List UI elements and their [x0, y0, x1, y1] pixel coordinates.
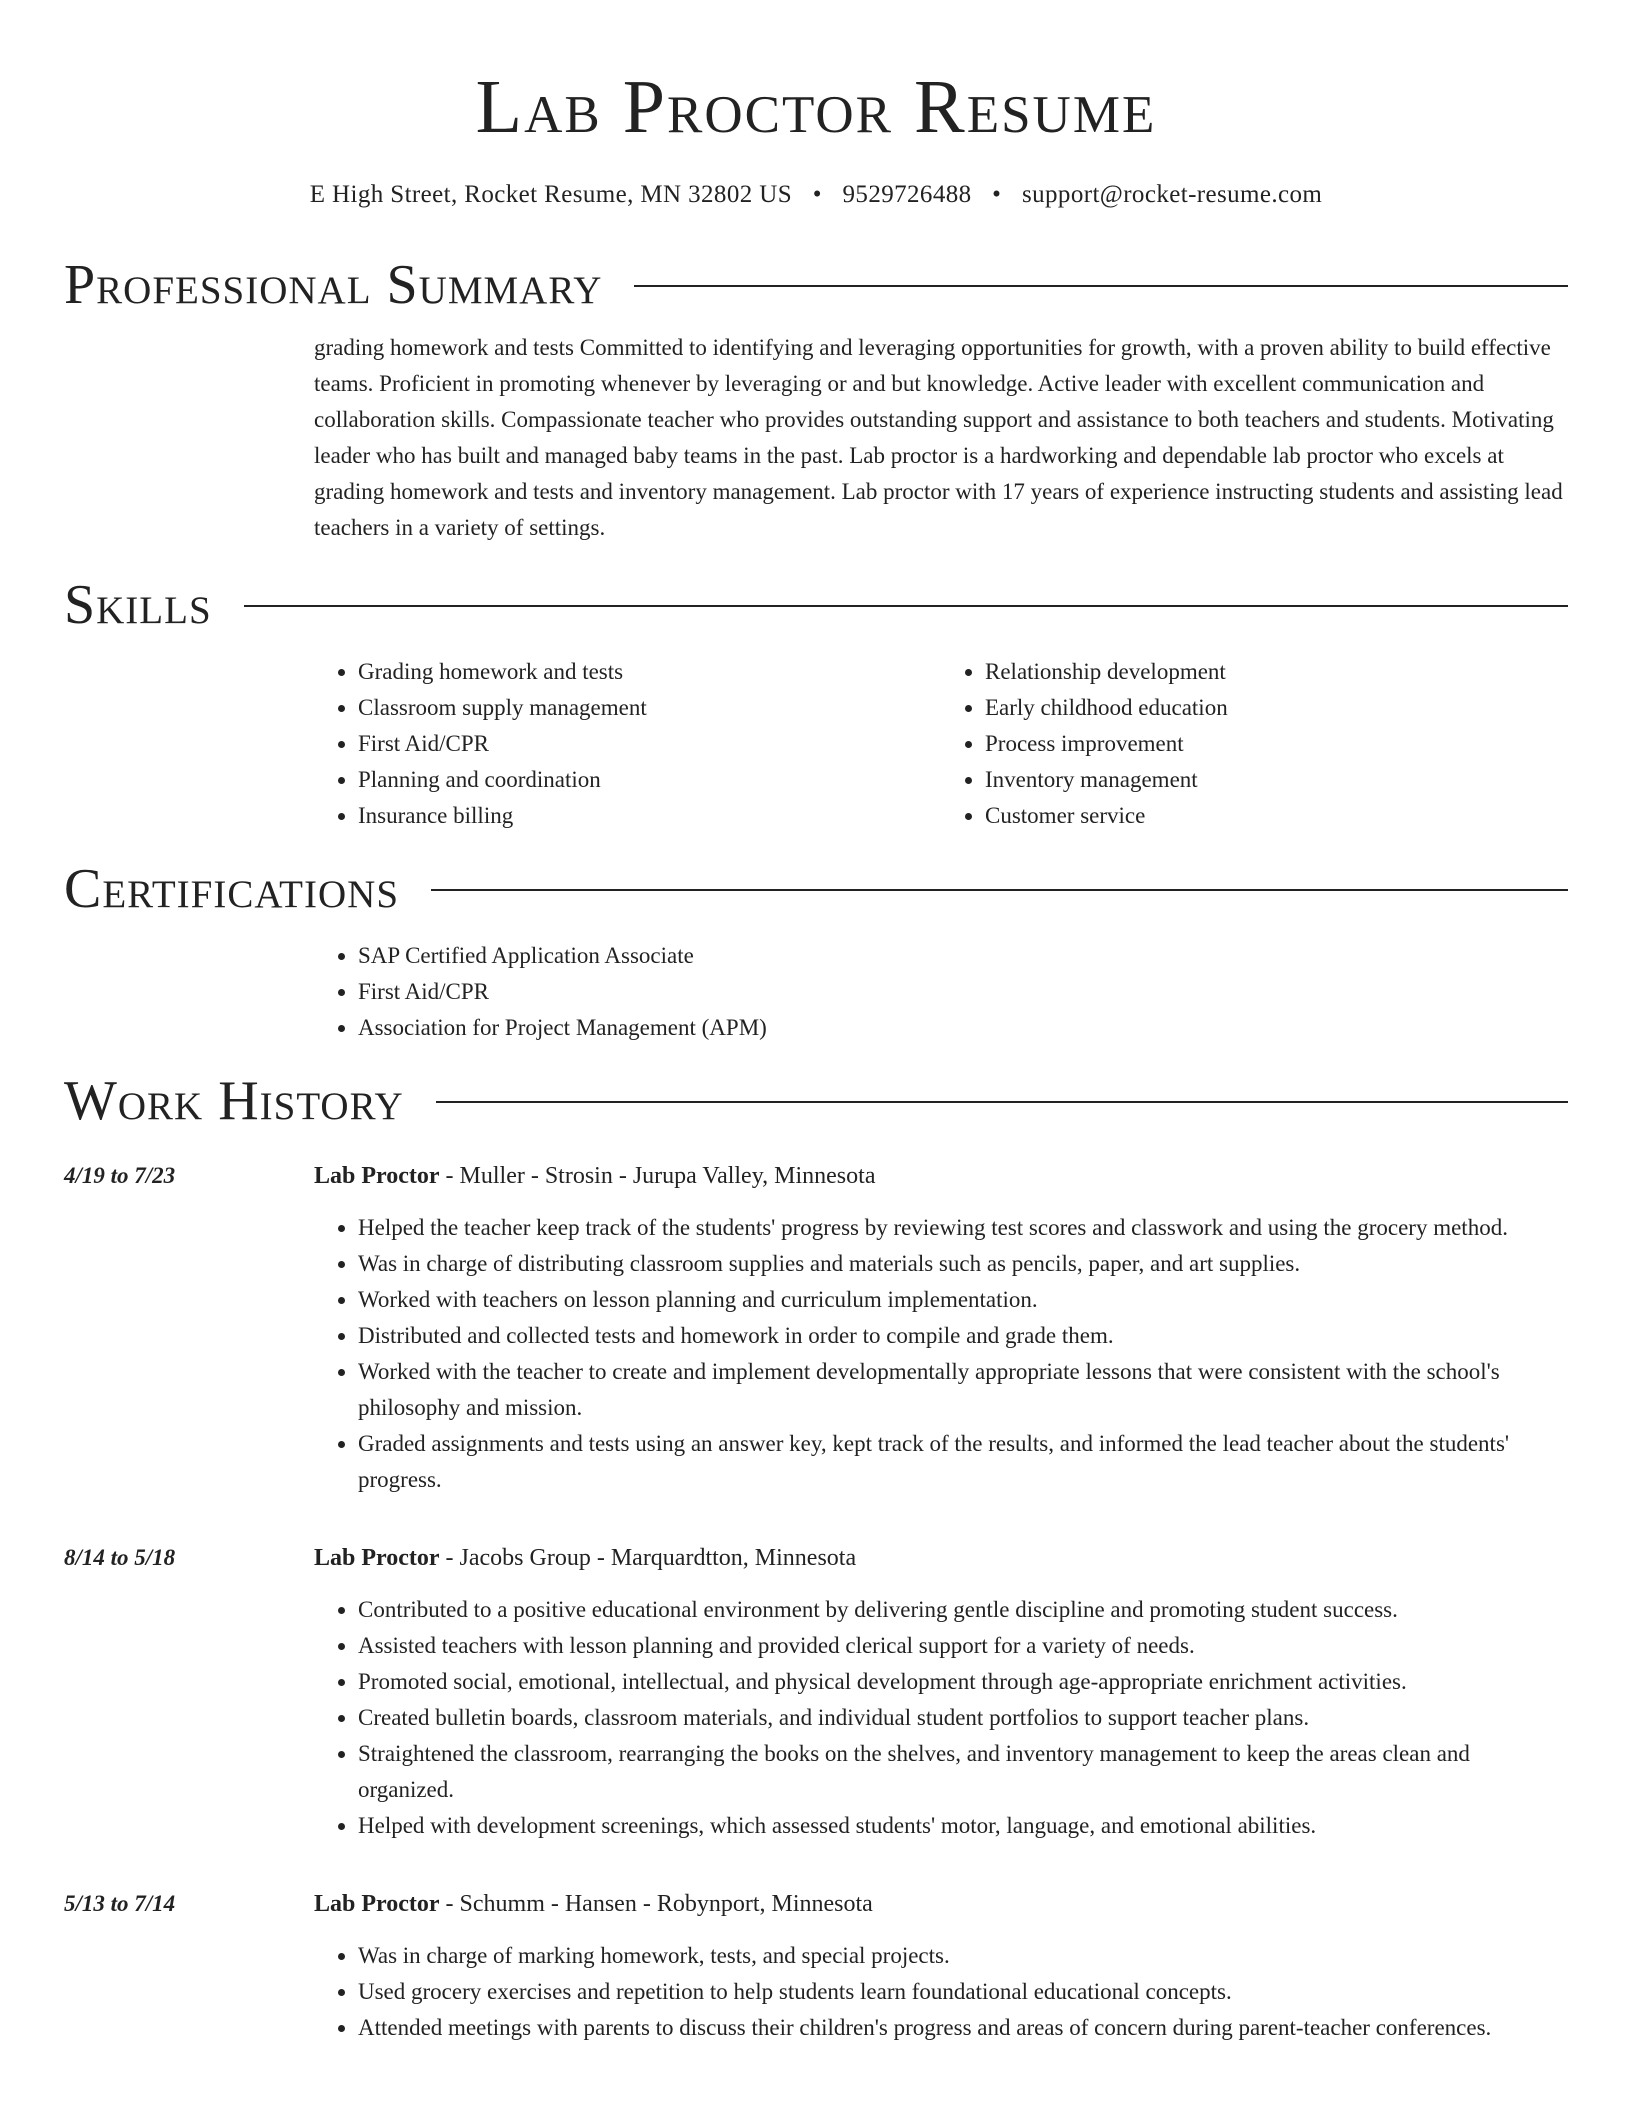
- job-title-line: [314, 1156, 1568, 1194]
- skill-item: • Planning and coordination: [358, 762, 941, 798]
- contact-phone: 9529726488: [842, 181, 972, 208]
- section-divider: [436, 1101, 1568, 1103]
- summary-text: grading homework and tests Committed to identifying and leveraging opportunities for growth, with a proven ability to build effective teams. Proficient in promoting whenever by leveraging or and but knowledge. Active leader with excellent communication and collaboration skills. Compassionate teacher who provides outstanding support and assistance to both teachers and students. Motivating leader who has built and managed baby teams in the past. Lab proctor is a hardworking and dependable lab proctor who excels at grading homework and tests and inventory management. Lab proctor with 17 years of experience instructing students and assisting lead teachers in a variety of settings.: [314, 335, 1563, 540]
- certifications-list: [314, 938, 1568, 1046]
- contact-separator: •: [812, 181, 822, 208]
- section-divider: [634, 285, 1568, 287]
- work-history-heading: Work History: [64, 1070, 404, 1132]
- certification-item: • First Aid/CPR: [358, 974, 1568, 1010]
- skills-section-header: [64, 572, 1568, 638]
- contact-separator: •: [992, 181, 1002, 208]
- job-dates: 8/14 to 5/18: [64, 1545, 176, 1570]
- job-duty: • Worked with teachers on lesson planning and curriculum implementation.: [358, 1282, 1568, 1318]
- job-duty: • Assisted teachers with lesson planning and provided clerical support for a variety of needs.: [358, 1628, 1568, 1664]
- skill-item: • First Aid/CPR: [358, 726, 941, 762]
- contact-line: [64, 178, 1568, 212]
- certification-item: • SAP Certified Application Associate: [358, 938, 1568, 974]
- job-entry: [64, 1538, 1568, 1844]
- job-role: Lab Proctor: [314, 1163, 440, 1189]
- summary-section-header: [64, 252, 1568, 318]
- skills-list-right: [941, 654, 1568, 834]
- skill-item: • Insurance billing: [358, 798, 941, 834]
- job-duty: • Used grocery exercises and repetition to help students learn foundational educational concepts.: [358, 1974, 1568, 2010]
- job-duties-list: [314, 1210, 1568, 1498]
- contact-email: support@rocket-resume.com: [1021, 181, 1323, 208]
- job-duty: • Worked with the teacher to create and implement developmentally appropriate lessons that were consistent with the school's philosophy and mission.: [358, 1354, 1568, 1426]
- job-duty: • Graded assignments and tests using an answer key, kept track of the results, and informed the lead teacher about the students' progress.: [358, 1426, 1568, 1498]
- summary-heading: Professional Summary: [64, 254, 603, 316]
- job-body: [314, 1538, 1568, 1844]
- job-company: - Muller - Strosin - Jurupa Valley, Minnesota: [439, 1163, 876, 1189]
- job-duty: • Was in charge of distributing classroom supplies and materials such as pencils, paper, and art supplies.: [358, 1246, 1568, 1282]
- job-duty: • Promoted social, emotional, intellectual, and physical development through age-appropriate enrichment activities.: [358, 1664, 1568, 1700]
- certifications-section-header: [64, 856, 1568, 922]
- section-divider: [244, 605, 1568, 607]
- work-history-section-header: [64, 1068, 1568, 1134]
- contact-address: E High Street, Rocket Resume, MN 32802 US: [309, 181, 793, 208]
- skill-item: • Classroom supply management: [358, 690, 941, 726]
- job-duty: • Helped the teacher keep track of the students' progress by reviewing test scores and classwork and using the grocery method.: [358, 1210, 1568, 1246]
- job-duty: • Distributed and collected tests and homework in order to compile and grade them.: [358, 1318, 1568, 1354]
- job-body: [314, 1156, 1568, 1498]
- job-entry: [64, 1156, 1568, 1498]
- job-duty: • Straightened the classroom, rearranging the books on the shelves, and inventory management to keep the areas clean and organized.: [358, 1736, 1568, 1808]
- skill-item: • Customer service: [985, 798, 1568, 834]
- job-duties-list: [314, 1592, 1568, 1844]
- skills-grid: [314, 654, 1568, 834]
- job-role: Lab Proctor: [314, 1891, 440, 1917]
- job-duty: • Was in charge of marking homework, tests, and special projects.: [358, 1938, 1568, 1974]
- certifications-heading: Certifications: [64, 858, 400, 920]
- certification-item: • Association for Project Management (APM): [358, 1010, 1568, 1046]
- job-dates: 4/19 to 7/23: [64, 1163, 176, 1188]
- skill-item: • Grading homework and tests: [358, 654, 941, 690]
- job-dates: 5/13 to 7/14: [64, 1891, 176, 1916]
- resume-page: [64, 0, 1568, 2046]
- job-duty: • Attended meetings with parents to discuss their children's progress and areas of concern during parent-teacher conferences.: [358, 2010, 1568, 2046]
- job-duty: • Helped with development screenings, which assessed students' motor, language, and emotional abilities.: [358, 1808, 1568, 1844]
- job-body: [314, 1884, 1568, 2046]
- skill-item: • Early childhood education: [985, 690, 1568, 726]
- job-duties-list: [314, 1938, 1568, 2046]
- skills-heading: Skills: [64, 574, 212, 636]
- section-divider: [431, 889, 1568, 891]
- job-duty: • Created bulletin boards, classroom materials, and individual student portfolios to support teacher plans.: [358, 1700, 1568, 1736]
- skill-item: • Inventory management: [985, 762, 1568, 798]
- job-company: - Jacobs Group - Marquardtton, Minnesota: [439, 1545, 857, 1571]
- resume-title: Lab Proctor Resume: [475, 65, 1157, 149]
- skill-item: • Process improvement: [985, 726, 1568, 762]
- job-duty: • Contributed to a positive educational environment by delivering gentle discipline and promoting student success.: [358, 1592, 1568, 1628]
- skills-list-left: [314, 654, 941, 834]
- job-role: Lab Proctor: [314, 1545, 440, 1571]
- job-title-line: [314, 1538, 1568, 1576]
- job-title-line: [314, 1884, 1568, 1922]
- job-entry: [64, 1884, 1568, 2046]
- job-company: - Schumm - Hansen - Robynport, Minnesota: [439, 1891, 873, 1917]
- skill-item: • Relationship development: [985, 654, 1568, 690]
